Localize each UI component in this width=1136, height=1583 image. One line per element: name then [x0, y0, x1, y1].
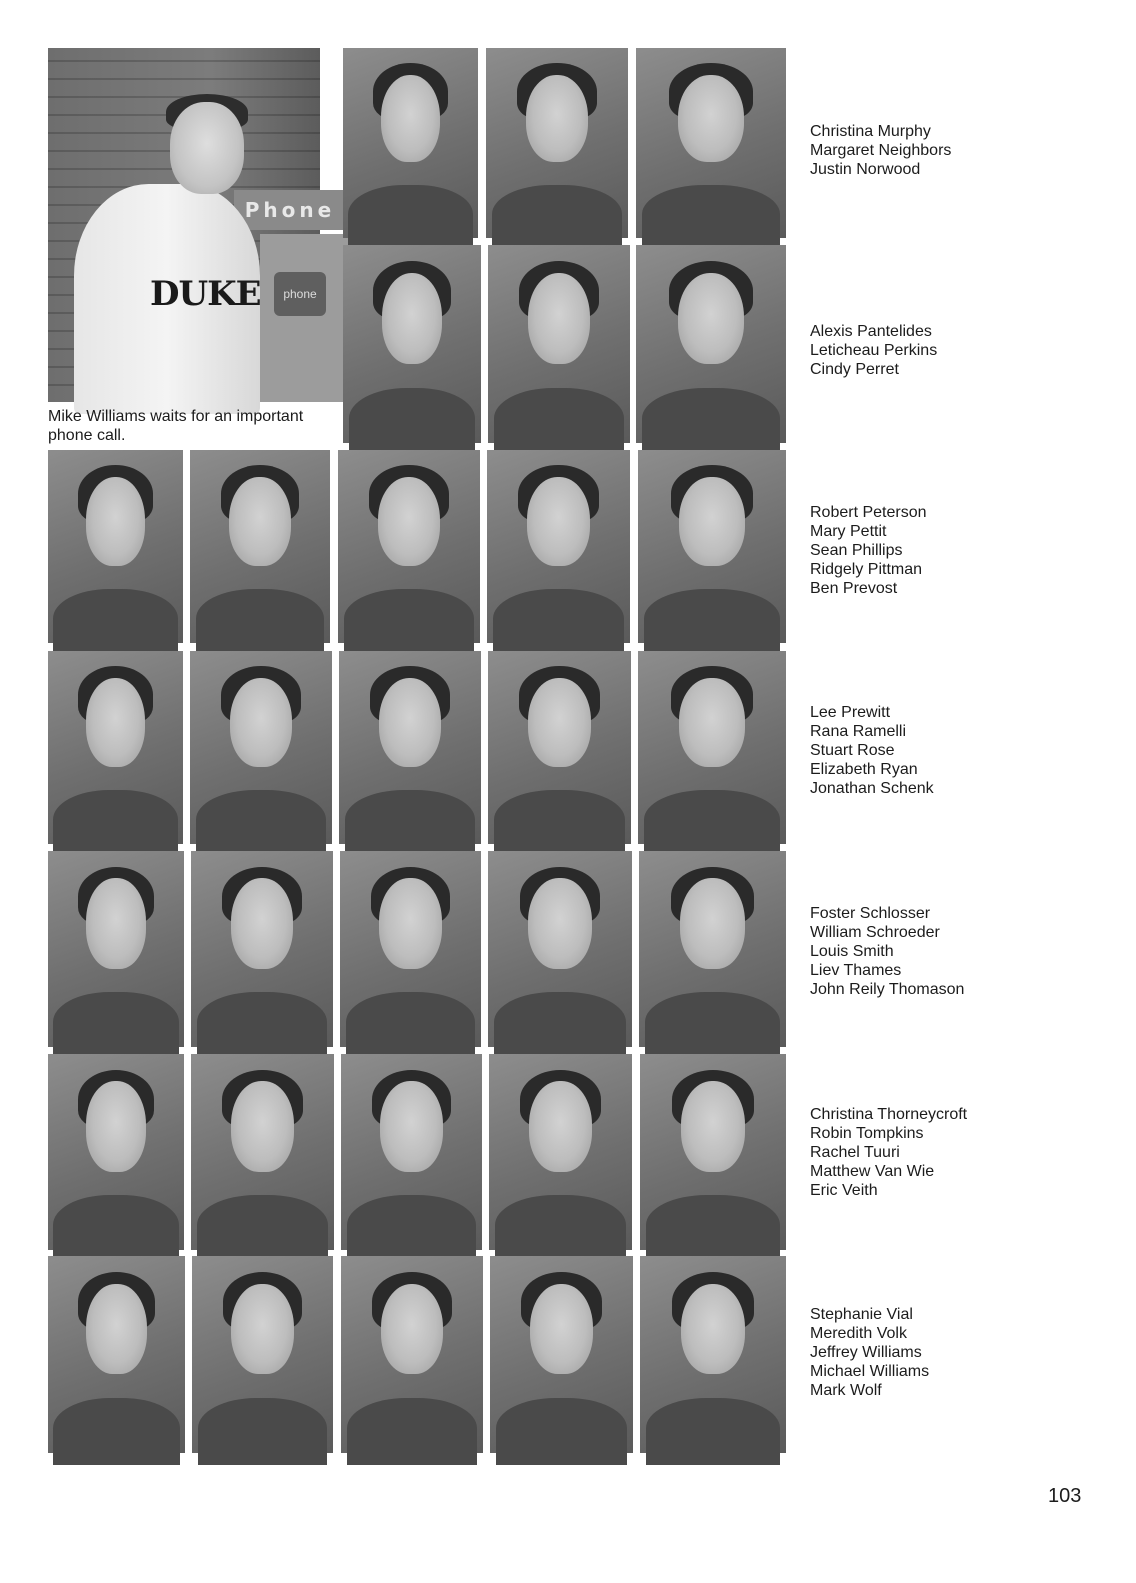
student-name: Ridgely Pittman — [810, 561, 923, 578]
portrait-photo — [640, 1054, 786, 1250]
name-list — [810, 1105, 1110, 1200]
portrait-photo — [490, 1256, 633, 1453]
student-name: Matthew Van Wie — [810, 1163, 935, 1180]
portrait-photo — [190, 651, 332, 844]
student-name: Robin Tompkins — [810, 1125, 924, 1142]
student-name: Mark Wolf — [810, 1382, 882, 1399]
name-list — [810, 322, 1110, 379]
phone-sign: Phone — [234, 190, 346, 230]
student-name: Justin Norwood — [810, 161, 921, 178]
student-name: John Reily Thomason — [810, 981, 965, 998]
portrait-photo — [636, 48, 786, 238]
student-name: Elizabeth Ryan — [810, 761, 918, 778]
student-name: Sean Phillips — [810, 542, 903, 559]
portrait-photo — [343, 48, 478, 238]
portrait-photo — [638, 651, 786, 844]
portrait-photo — [48, 851, 184, 1047]
portrait-photo — [486, 48, 628, 238]
portrait-photo — [48, 1256, 185, 1453]
name-list — [810, 122, 1110, 179]
student-name: Louis Smith — [810, 943, 894, 960]
student-name: Jonathan Schenk — [810, 780, 934, 797]
phone-booth — [260, 234, 352, 402]
student-name: Foster Schlosser — [810, 905, 931, 922]
student-name: Rachel Tuuri — [810, 1144, 900, 1161]
student-name: Liev Thames — [810, 962, 902, 979]
page-number: 103 — [1048, 1485, 1082, 1507]
phone-booth-label: phone — [274, 272, 326, 316]
hoodie-lettering: DUKE — [150, 274, 261, 314]
student-name: Stephanie Vial — [810, 1306, 913, 1323]
student-name: Mary Pettit — [810, 523, 887, 540]
portrait-photo — [338, 450, 480, 643]
portrait-photo — [192, 1256, 333, 1453]
portrait-photo — [638, 450, 786, 643]
portrait-photo — [340, 851, 481, 1047]
student-name: Leticheau Perkins — [810, 342, 938, 359]
name-list — [810, 703, 1110, 798]
name-list — [810, 904, 1110, 999]
portrait-photo — [191, 851, 333, 1047]
portrait-photo — [488, 651, 631, 844]
portrait-photo — [487, 450, 630, 643]
student-name: Jeffrey Williams — [810, 1344, 922, 1361]
portrait-photo — [48, 651, 183, 844]
portrait-photo — [48, 1054, 184, 1250]
student-name: Margaret Neighbors — [810, 142, 952, 159]
portrait-photo — [48, 450, 183, 643]
student-name: Robert Peterson — [810, 504, 927, 521]
student-name: Michael Williams — [810, 1363, 930, 1380]
student-name: Cindy Perret — [810, 361, 899, 378]
student-name: Eric Veith — [810, 1182, 878, 1199]
portrait-photo — [190, 450, 330, 643]
portrait-photo — [341, 1256, 483, 1453]
student-name: Ben Prevost — [810, 580, 898, 597]
portrait-photo — [191, 1054, 334, 1250]
portrait-photo — [489, 1054, 632, 1250]
person-head — [170, 102, 244, 194]
portrait-photo — [640, 1256, 786, 1453]
portrait-photo — [636, 245, 786, 443]
student-name: Lee Prewitt — [810, 704, 891, 721]
student-name: Rana Ramelli — [810, 723, 907, 740]
name-list — [810, 1305, 1110, 1400]
name-list — [810, 503, 1110, 598]
portrait-photo — [488, 245, 630, 443]
portrait-photo — [488, 851, 632, 1047]
student-name: Alexis Pantelides — [810, 323, 932, 340]
student-name: Christina Thorneycroft — [810, 1106, 968, 1123]
feature-photo — [48, 48, 336, 402]
feature-caption: Mike Williams waits for an important phone call. — [48, 408, 304, 444]
portrait-photo — [639, 851, 786, 1047]
student-name: Christina Murphy — [810, 123, 931, 140]
portrait-photo — [341, 1054, 482, 1250]
student-name: Meredith Volk — [810, 1325, 907, 1342]
portrait-photo — [343, 245, 481, 443]
student-name: William Schroeder — [810, 924, 940, 941]
portrait-photo — [339, 651, 481, 844]
student-name: Stuart Rose — [810, 742, 895, 759]
